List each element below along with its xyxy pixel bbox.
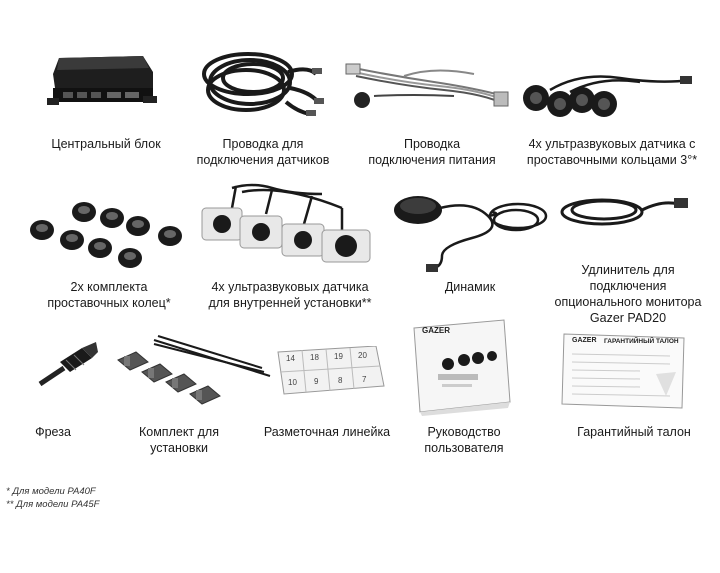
central-unit-image [45,52,160,117]
sensors-internal-image [192,178,392,270]
warranty-title-label: ГАРАНТИЙНЫЙ ТАЛОН [604,338,679,345]
power-wiring-caption [362,136,502,168]
ruler-number: 14 [286,354,295,363]
caption-line: Разметочная линейка [263,425,391,439]
warranty-image [560,330,688,412]
caption-line: Динамик [444,280,496,294]
caption-line: Gazer PAD20 [589,311,667,325]
caption-line: подключения [589,279,667,293]
caption-line: опционального монитора [554,295,702,309]
ruler-number: 9 [314,377,319,386]
caption-line: подключения питания [368,153,496,167]
caption-line: Проводка [403,137,461,151]
drill-bit-caption [28,424,78,440]
ruler-number: 7 [362,375,367,384]
speaker-caption [432,279,508,295]
central-unit-caption [45,136,167,152]
caption-line: Проводка для [222,137,304,151]
mount-kit-image [114,332,274,418]
sensor-wiring-image [198,44,328,124]
extension-image [558,190,698,232]
power-wiring-image [344,56,514,118]
marking-ruler-caption [262,424,392,440]
caption-line: 4х ультразвуковых датчика [211,280,369,294]
manual-image [408,318,512,418]
mount-kit-caption [130,424,228,456]
ruler-number: 19 [334,352,343,361]
footnote-pa45f: ** Для модели PA45F [6,499,100,510]
sensors-spacer-image [520,66,700,124]
caption-line: Фреза [35,425,71,439]
sensor-wiring-caption [190,136,336,168]
caption-line: проставочных колец* [47,296,171,310]
caption-line: Гарантийный талон [577,425,691,439]
caption-line: пользователя [424,441,504,455]
ruler-number: 20 [358,351,367,360]
caption-line: Центральный блок [51,137,161,151]
caption-line: Удлинитель для [581,263,675,277]
marking-ruler-image [276,346,386,396]
caption-line: подключения датчиков [196,153,330,167]
sensors-spacer-caption [522,136,702,168]
sensors-internal-caption [204,279,376,311]
footnote-pa40f: * Для модели PA40F [6,486,96,497]
ruler-number: 10 [288,378,297,387]
extension-caption [544,262,712,326]
caption-line: 2х комплекта [70,280,148,294]
manual-caption [412,424,516,456]
caption-line: проставочными кольцами 3°* [526,153,698,167]
caption-line: Руководство [427,425,501,439]
caption-line: для внутренней установки** [208,296,372,310]
warranty-caption [570,424,698,440]
spacer-rings-image [26,196,188,276]
ruler-number: 18 [310,353,319,362]
spacer-rings-caption [34,279,184,311]
warranty-brand-label: GAZER [572,337,597,344]
caption-line: Комплект для [138,425,219,439]
speaker-image [392,186,552,274]
drill-bit-image [36,340,102,390]
caption-line: 4х ультразвуковых датчика с [528,137,696,151]
manual-brand-label: GAZER [422,326,450,335]
ruler-number: 8 [338,376,343,385]
caption-line: установки [150,441,208,455]
